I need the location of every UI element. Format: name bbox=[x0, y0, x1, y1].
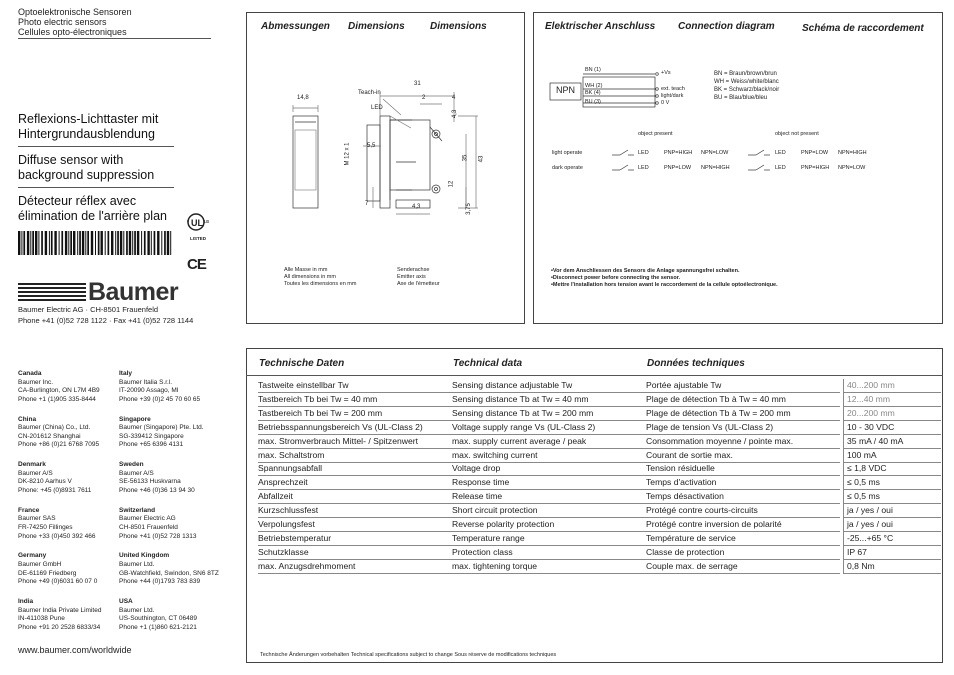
barcode-bar bbox=[120, 231, 122, 255]
country-line: CH-8501 Frauenfeld bbox=[119, 523, 178, 531]
tech-cell-de: Kurzschlussfest bbox=[258, 505, 319, 516]
tech-row bbox=[258, 518, 840, 532]
dim-note-fr: Toutes les dimensions en mm bbox=[284, 281, 357, 287]
led-state-present: LED bbox=[638, 165, 649, 171]
country-line: IN-411038 Pune bbox=[18, 615, 65, 623]
barcode-bar bbox=[170, 231, 171, 255]
country-line: Baumer A/S bbox=[18, 469, 53, 477]
country-line: Phone +86 (0)21 6768 7095 bbox=[18, 441, 100, 449]
svg-text:us: us bbox=[204, 219, 210, 225]
barcode-bar bbox=[49, 231, 50, 255]
safety-warnings bbox=[551, 268, 778, 289]
wire-bu: BU (3) bbox=[585, 99, 601, 105]
tech-cell-en: Voltage drop bbox=[452, 463, 501, 474]
country-name: India bbox=[18, 598, 34, 605]
country-line: DE-61169 Friedberg bbox=[18, 569, 77, 577]
tech-row bbox=[258, 393, 840, 407]
tech-cell-en: Voltage supply range Vs (UL-Class 2) bbox=[452, 421, 596, 432]
legend-bn: BN = Braun/brown/brun bbox=[714, 71, 777, 77]
company-phone: Phone +41 (0)52 728 1122 · Fax +41 (0)52 728 1144 bbox=[18, 316, 194, 325]
tech-cell-en: Protection class bbox=[452, 546, 513, 557]
product-title-en-line2: background suppression bbox=[18, 168, 155, 182]
tech-cell-de: Ansprechzeit bbox=[258, 477, 308, 488]
barcode-icon bbox=[18, 231, 174, 255]
barcode-bar bbox=[32, 231, 34, 255]
npn-label: NPN bbox=[556, 85, 576, 95]
warning-en: •Disconnect power before connecting the sensor. bbox=[551, 275, 681, 281]
country-line: Phone +1 (1)860 621-2121 bbox=[119, 623, 197, 631]
dark-operate-label: dark operate bbox=[552, 165, 583, 171]
country-contact bbox=[119, 507, 229, 541]
tech-cell-en: Reverse polarity protection bbox=[452, 519, 555, 529]
tech-cell-fr: Plage de détection Tb à Tw = 40 mm bbox=[646, 393, 786, 404]
country-contact bbox=[119, 416, 229, 450]
header-line-de: Optoelektronische Sensoren bbox=[18, 7, 132, 17]
country-line: US-Southington, CT 06489 bbox=[119, 615, 197, 623]
wire-bn: BN (1) bbox=[585, 67, 601, 73]
barcode-bar bbox=[35, 231, 37, 255]
country-name: United Kingdom bbox=[119, 552, 170, 560]
tech-cell-fr: Plage de détection Tb à Tw = 200 mm bbox=[646, 407, 791, 418]
dim-note-de: Alle Masse in mm bbox=[284, 267, 328, 273]
pnp-state-not-present: PNP=HIGH bbox=[801, 165, 830, 171]
company-address: Baumer Electric AG · CH-8501 Frauenfeld bbox=[18, 305, 159, 314]
barcode-bar bbox=[45, 231, 47, 255]
tech-cell-fr: Temps désactivation bbox=[646, 491, 724, 502]
tech-cell-fr: Tension résiduelle bbox=[646, 463, 715, 474]
tech-heading-en: Technical data bbox=[453, 358, 523, 369]
title-divider-1 bbox=[18, 146, 174, 147]
tech-row bbox=[258, 490, 840, 504]
country-name: Germany bbox=[18, 552, 47, 560]
country-line: Phone +39 (0)2 45 70 60 65 bbox=[119, 395, 201, 403]
wire-bk: BK (4) bbox=[585, 90, 601, 96]
tech-value: 20...200 mm bbox=[843, 407, 941, 421]
wire-wh: WH (2) bbox=[585, 83, 603, 89]
tech-row bbox=[258, 504, 840, 518]
country-name: Switzerland bbox=[119, 506, 156, 514]
tech-value: 100 mA bbox=[843, 449, 941, 463]
tech-value: ≤ 0,5 ms bbox=[843, 490, 941, 504]
tech-value: 40...200 mm bbox=[843, 379, 941, 393]
baumer-logo bbox=[18, 278, 179, 306]
tech-value: ≤ 1,8 VDC bbox=[843, 462, 941, 476]
country-contact bbox=[18, 416, 128, 450]
barcode-bar bbox=[134, 231, 136, 255]
country-line: Phone +46 (0)36 13 94 30 bbox=[119, 486, 195, 494]
country-name: Singapore bbox=[119, 415, 151, 423]
led-state-present: LED bbox=[638, 150, 649, 156]
connection-heading-fr: Schéma de raccordement bbox=[802, 23, 924, 34]
pnp-state-present: PNP=LOW bbox=[664, 165, 692, 171]
barcode-bar bbox=[105, 231, 106, 255]
country-line: Baumer Italia S.r.l. bbox=[119, 378, 173, 386]
country-line: Baumer India Private Limited bbox=[18, 606, 102, 614]
emitter-note-fr: Axe de l'émetteur bbox=[397, 281, 440, 287]
barcode-bar bbox=[157, 231, 159, 255]
terminal-vs: +Vs bbox=[661, 70, 671, 76]
dimensions-heading-en: Dimensions bbox=[348, 21, 405, 32]
country-name: China bbox=[18, 415, 37, 423]
barcode-bar bbox=[77, 231, 78, 255]
barcode-bar bbox=[38, 231, 39, 255]
tech-cell-de: Tastbereich Tb bei Tw = 200 mm bbox=[258, 407, 383, 418]
country-line: Phone +41 (0)52 728 1313 bbox=[119, 532, 197, 540]
barcode-bar bbox=[21, 231, 22, 255]
barcode-bar bbox=[141, 231, 142, 255]
country-line: Baumer Inc. bbox=[18, 378, 54, 386]
country-line: Baumer Ltd. bbox=[119, 606, 155, 614]
dim-label-4: 4 bbox=[452, 95, 456, 101]
barcode-bar bbox=[70, 231, 72, 255]
country-line: Phone +1 (1)905 335-8444 bbox=[18, 395, 96, 403]
tech-cell-en: Response time bbox=[452, 477, 510, 488]
country-contact bbox=[119, 552, 229, 586]
country-contact bbox=[119, 461, 229, 495]
country-line: Phone +33 (0)450 392 466 bbox=[18, 532, 96, 540]
tech-footer: Technische Änderungen vorbehalten Technical specifications subject to change Sous réserve de modifications techniques bbox=[260, 652, 557, 658]
terminal-0v: 0 V bbox=[661, 100, 670, 106]
barcode-bar bbox=[167, 231, 169, 255]
barcode-bar bbox=[59, 231, 60, 255]
barcode-bar bbox=[164, 231, 166, 255]
barcode-bar bbox=[151, 231, 152, 255]
tech-cell-en: max. supply current average / peak bbox=[452, 435, 587, 446]
country-contact bbox=[18, 507, 128, 541]
barcode-bar bbox=[61, 231, 63, 255]
barcode-bar bbox=[101, 231, 103, 255]
country-line: Baumer SAS bbox=[18, 515, 56, 523]
barcode-bar bbox=[108, 231, 110, 255]
barcode-bar bbox=[30, 231, 31, 255]
country-line: Phone: +45 (0)8931 7611 bbox=[18, 486, 92, 494]
npn-state-present: NPN=HIGH bbox=[701, 165, 730, 171]
switch-contact-icon bbox=[612, 149, 634, 157]
country-line: SG-339412 Singapore bbox=[119, 432, 184, 440]
barcode-bar bbox=[126, 231, 128, 255]
tech-cell-de: Tastweite einstellbar Tw bbox=[258, 380, 349, 390]
dim-notes-left bbox=[284, 267, 356, 288]
terminal-light-dark: light/dark bbox=[661, 93, 684, 99]
dimensions-heading-de: Abmessungen bbox=[261, 21, 330, 32]
barcode-bar bbox=[117, 231, 119, 255]
tech-cell-de: Verpolungsfest bbox=[258, 519, 315, 529]
country-line: Phone +91 20 2528 6833/34 bbox=[18, 623, 101, 631]
tech-cell-de: Betriebsspannungsbereich Vs (UL-Class 2) bbox=[258, 421, 423, 432]
switch-contact-icon bbox=[748, 149, 770, 157]
barcode-bar bbox=[91, 231, 93, 255]
tech-header-divider bbox=[246, 375, 943, 376]
legend-bk: BK = Schwarz/black/noir bbox=[714, 87, 780, 93]
product-title-de bbox=[18, 112, 158, 142]
barcode-bar bbox=[41, 231, 43, 255]
dim-label-14-8: 14,8 bbox=[297, 95, 309, 101]
tech-value: 10 - 30 VDC bbox=[843, 421, 941, 435]
country-line: GB-Watchfield, Swindon, SN6 8TZ bbox=[119, 569, 219, 577]
dim-label-2: 2 bbox=[422, 95, 426, 101]
dim-label-43: 43 bbox=[478, 155, 485, 163]
tech-row bbox=[258, 546, 840, 560]
country-name: USA bbox=[119, 598, 133, 605]
tech-cell-fr: Protégé contre courts-circuits bbox=[646, 505, 758, 516]
tech-cell-en: Sensing distance Tb at Tw = 200 mm bbox=[452, 407, 594, 418]
header-line-en: Photo electric sensors bbox=[18, 17, 107, 27]
legend-wh: WH = Weiss/white/blanc bbox=[714, 79, 779, 85]
product-title-de-line1: Reflexions-Lichttaster mit bbox=[18, 112, 159, 126]
barcode-bar bbox=[65, 231, 67, 255]
dim-label-4-3-vertical: 4,3 bbox=[452, 109, 459, 119]
barcode-bar bbox=[132, 231, 133, 255]
emitter-note-de: Senderachse bbox=[397, 267, 430, 273]
tech-row bbox=[258, 476, 840, 490]
barcode-bar bbox=[111, 231, 113, 255]
country-contact bbox=[18, 552, 128, 586]
tech-value: 0,8 Nm bbox=[843, 560, 941, 574]
baumer-logo-text: Baumer bbox=[88, 278, 179, 306]
product-title-fr-line2: élimination de l'arrière plan bbox=[18, 209, 167, 223]
product-title-fr-line1: Détecteur réflex avec bbox=[18, 194, 137, 208]
country-line: Baumer (Singapore) Pte. Ltd. bbox=[119, 424, 204, 432]
tech-cell-en: Short circuit protection bbox=[452, 505, 538, 516]
tech-cell-en: Sensing distance adjustable Tw bbox=[452, 380, 573, 390]
tech-row bbox=[258, 421, 840, 435]
country-line: SE-56133 Huskvarna bbox=[119, 478, 181, 486]
product-title-fr bbox=[18, 194, 167, 224]
tech-cell-fr: Classe de protection bbox=[646, 546, 725, 557]
tech-row bbox=[258, 449, 840, 463]
barcode-bar bbox=[68, 231, 69, 255]
tech-row bbox=[258, 462, 840, 476]
tech-cell-en: max. tightening torque bbox=[452, 560, 538, 571]
dim-note-en: All dimensions in mm bbox=[284, 274, 336, 280]
tech-cell-de: max. Anzugsdrehmoment bbox=[258, 560, 356, 571]
tech-cell-de: Spannungsabfall bbox=[258, 463, 323, 474]
country-line: Phone +44 (0)1793 783 839 bbox=[119, 578, 201, 586]
warning-de: •Vor dem Anschliessen des Sensors die Anlage spannungsfrei schalten. bbox=[551, 268, 740, 274]
barcode-bar bbox=[123, 231, 124, 255]
tech-value: ja / yes / oui bbox=[843, 518, 941, 532]
tech-row bbox=[258, 532, 840, 546]
wire-legend bbox=[714, 70, 779, 102]
country-line: IT-20090 Assago, MI bbox=[119, 387, 179, 395]
tech-value: ≤ 0,5 ms bbox=[843, 476, 941, 490]
legend-bu: BU = Blau/blue/bleu bbox=[714, 95, 768, 101]
tech-cell-de: Betriebstemperatur bbox=[258, 532, 332, 543]
country-line: CN-201612 Shanghai bbox=[18, 432, 81, 440]
country-line: Baumer A/S bbox=[119, 469, 154, 477]
barcode-bar bbox=[161, 231, 162, 255]
tech-heading-fr: Données techniques bbox=[647, 358, 745, 369]
svg-text:c: c bbox=[187, 218, 189, 223]
country-contact bbox=[18, 461, 128, 495]
barcode-bar bbox=[23, 231, 25, 255]
tech-value: 35 mA / 40 mA bbox=[843, 435, 941, 449]
country-line: Phone +49 (0)6031 60 07 0 bbox=[18, 578, 98, 586]
tech-cell-en: Sensing distance Tb at Tw = 40 mm bbox=[452, 393, 589, 404]
svg-text:UL: UL bbox=[191, 218, 203, 228]
tech-cell-en: max. switching current bbox=[452, 449, 538, 460]
tech-cell-fr: Plage de tension Vs (UL-Class 2) bbox=[646, 421, 774, 432]
country-line: Baumer (China) Co., Ltd. bbox=[18, 424, 91, 432]
pnp-state-present: PNP=HIGH bbox=[664, 150, 693, 156]
tech-value: IP 67 bbox=[843, 546, 941, 560]
country-name: Sweden bbox=[119, 461, 144, 469]
object-present-label: object present bbox=[638, 131, 673, 137]
country-line: DK-8210 Aarhus V bbox=[18, 478, 72, 486]
tech-cell-fr: Courant de sortie max. bbox=[646, 449, 733, 460]
dim-label-led: LED bbox=[371, 105, 383, 111]
country-line: FR-74250 Fillinges bbox=[18, 523, 73, 531]
dim-label-12: 12 bbox=[448, 180, 455, 188]
barcode-bar bbox=[54, 231, 56, 255]
connection-heading-en: Connection diagram bbox=[678, 21, 775, 32]
barcode-bar bbox=[82, 231, 84, 255]
country-name: France bbox=[18, 506, 40, 514]
tech-value: -25...+65 °C bbox=[843, 532, 941, 546]
ce-mark: CE bbox=[187, 256, 206, 273]
terminal-teach: ext. teach bbox=[661, 86, 685, 92]
dim-label-7: 7 bbox=[365, 201, 369, 207]
country-line: Baumer Ltd. bbox=[119, 560, 155, 568]
dim-label-3-75: 3,75 bbox=[465, 203, 472, 215]
dim-label-teach-in: Teach-in bbox=[358, 90, 381, 96]
baumer-stripes-icon bbox=[18, 281, 88, 305]
barcode-bar bbox=[129, 231, 131, 255]
country-name: Italy bbox=[119, 370, 133, 377]
object-not-present-label: object not present bbox=[775, 131, 819, 137]
barcode-bar bbox=[154, 231, 156, 255]
barcode-bar bbox=[144, 231, 146, 255]
header-divider bbox=[18, 38, 211, 39]
barcode-bar bbox=[115, 231, 116, 255]
tech-cell-fr: Température de service bbox=[646, 532, 736, 543]
tech-cell-de: Schutzklasse bbox=[258, 546, 309, 557]
tech-cell-en: Release time bbox=[452, 491, 503, 502]
barcode-bar bbox=[18, 231, 20, 255]
tech-cell-fr: Consommation moyenne / pointe max. bbox=[646, 435, 794, 446]
tech-cell-de: Tastbereich Tb bei Tw = 40 mm bbox=[258, 393, 378, 404]
barcode-bar bbox=[27, 231, 29, 255]
tech-cell-fr: Couple max. de serrage bbox=[646, 560, 738, 571]
barcode-bar bbox=[95, 231, 96, 255]
dim-label-35: 35 bbox=[462, 154, 469, 162]
tech-data-table bbox=[258, 379, 954, 579]
header-line-fr: Cellules opto-électroniques bbox=[18, 27, 127, 37]
npn-state-not-present: NPN=LOW bbox=[838, 165, 866, 171]
ul-listed-text: LISTED bbox=[190, 236, 207, 241]
tech-row bbox=[258, 560, 840, 574]
tech-value: 12...40 mm bbox=[843, 393, 941, 407]
tech-cell-en: Temperature range bbox=[452, 532, 525, 543]
barcode-bar bbox=[98, 231, 100, 255]
website-link[interactable]: www.baumer.com/worldwide bbox=[18, 645, 132, 655]
tech-value: ja / yes / oui bbox=[843, 504, 941, 518]
pnp-state-not-present: PNP=LOW bbox=[801, 150, 829, 156]
barcode-bar bbox=[73, 231, 75, 255]
tech-cell-de: max. Stromverbrauch Mittel- / Spitzenwert bbox=[258, 435, 418, 446]
tech-cell-fr: Protégé contre inversion de polarité bbox=[646, 519, 782, 529]
barcode-bar bbox=[137, 231, 139, 255]
product-title-de-line2: Hintergrundausblendung bbox=[18, 127, 155, 141]
npn-state-not-present: NPN=HIGH bbox=[838, 150, 867, 156]
country-line: Baumer GmbH bbox=[18, 560, 62, 568]
tech-row bbox=[258, 435, 840, 449]
country-name: Canada bbox=[18, 370, 42, 377]
product-title-en bbox=[18, 153, 154, 183]
dim-label-m12: M 12 x 1 bbox=[344, 142, 351, 166]
tech-row bbox=[258, 379, 840, 393]
dimensions-heading-fr: Dimensions bbox=[430, 21, 487, 32]
country-line: Phone +65 6396 4131 bbox=[119, 441, 184, 449]
country-contact bbox=[18, 370, 128, 404]
country-name: Denmark bbox=[18, 461, 46, 469]
npn-state-present: NPN=LOW bbox=[701, 150, 729, 156]
country-contact bbox=[119, 598, 229, 632]
connection-heading-de: Elektrischer Anschluss bbox=[545, 21, 656, 32]
tech-heading-de: Technische Daten bbox=[259, 358, 345, 369]
switch-contact-icon bbox=[748, 164, 770, 172]
barcode-bar bbox=[147, 231, 149, 255]
country-contact bbox=[119, 370, 229, 404]
barcode-bar bbox=[51, 231, 53, 255]
title-divider-2 bbox=[18, 187, 174, 188]
barcode-bar bbox=[85, 231, 86, 255]
tech-row bbox=[258, 407, 840, 421]
dim-label-5-5: 5,5 bbox=[367, 143, 376, 149]
dim-label-4-3: 4,3 bbox=[412, 204, 421, 210]
dim-notes-right bbox=[397, 267, 440, 288]
tech-cell-fr: Temps d'activation bbox=[646, 477, 717, 488]
barcode-bar bbox=[79, 231, 81, 255]
country-contact bbox=[18, 598, 128, 632]
tech-cell-de: max. Schaltstrom bbox=[258, 449, 325, 460]
led-state-not-present: LED bbox=[775, 150, 786, 156]
tech-cell-de: Abfallzeit bbox=[258, 491, 293, 502]
barcode-bar bbox=[87, 231, 89, 255]
country-line: CA-Burlington, ON L7M 4B9 bbox=[18, 387, 100, 395]
country-line: Baumer Electric AG bbox=[119, 515, 176, 523]
switch-contact-icon bbox=[612, 164, 634, 172]
warning-fr: •Mettre l'installation hors tension avant le raccordement de la cellule optoélectronique. bbox=[551, 282, 778, 288]
light-operate-label: light operate bbox=[552, 150, 583, 156]
product-title-en-line1: Diffuse sensor with bbox=[18, 153, 124, 167]
emitter-note-en: Emitter axis bbox=[397, 274, 426, 280]
dim-label-31: 31 bbox=[414, 81, 421, 87]
tech-cell-fr: Portée ajustable Tw bbox=[646, 380, 722, 390]
led-state-not-present: LED bbox=[775, 165, 786, 171]
